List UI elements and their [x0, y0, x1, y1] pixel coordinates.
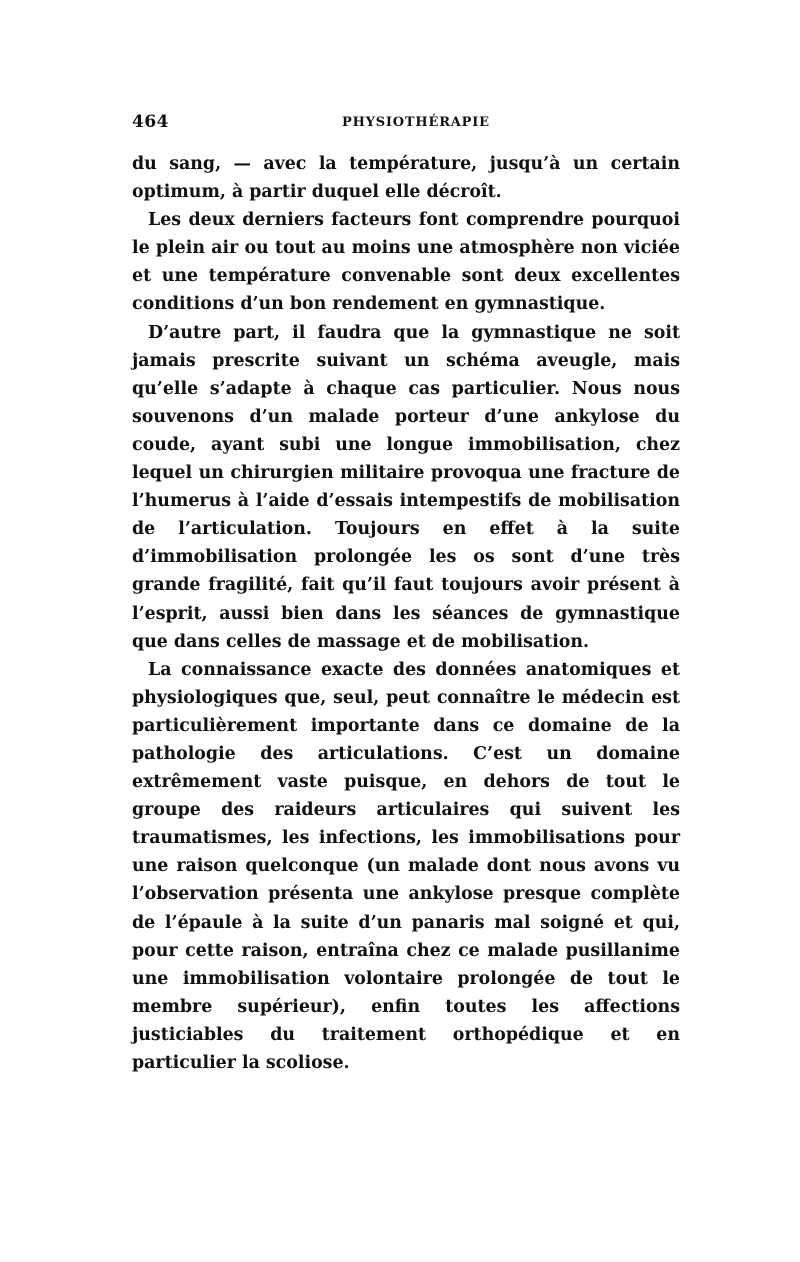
paragraph-connaissance: La connaissance exacte des données anatomiques et physiologiques que, seul, peut connaître le médecin est particulièrement importante dans ce domaine de la pathologie des articulations. C’est un domaine extrêmement vaste puisque, en dehors de tout le groupe des raideurs articulaires qui suivent les traumatismes, les infections, les immobilisations pour une raison quelconque (un malade dont nous avons vu l’observation présenta une ankylose presque complète de l’épaule à la suite d’un panaris mal soigné et qui, pour cette raison, entraîna chez ce malade pusillanime une immobilisation volontaire prolongée de tout le membre supérieur), enfin toutes les affections justiciables du traitement orthopédique et en particulier la scoliose. [132, 659, 680, 1073]
paragraph-schema: D’autre part, il faudra que la gymnastique ne soit jamais prescrite suivant un schéma aveugle, mais qu’elle s’adapte à chaque cas particulier. Nous nous souvenons d’un malade porteur d’une ankylose du coude, ayant subi une longue immobilisation, chez lequel un chirurgien militaire provoqua une fracture de l’humerus à l’aide d’essais intempestifs de mobilisation de l’articulation. Toujours en effet à la suite d’immobilisation prolongée les os sont d’une très grande fragilité, fait qu’il faut toujours avoir présent à l’esprit, aussi bien dans les séances de gymnastique que dans celles de massage et de mobilisation. [132, 322, 680, 652]
page-header [132, 112, 680, 138]
book-page [132, 112, 680, 1077]
body-text [132, 150, 680, 1077]
page-number: 464 [132, 112, 169, 132]
paragraph-facteurs: Les deux derniers facteurs font comprendre pourquoi le plein air ou tout au moins une atmosphère non viciée et une température convenable sont deux excellentes conditions d’un bon rendement en gymnastique. [132, 210, 680, 315]
running-title: PHYSIOTHÉRAPIE [342, 115, 490, 130]
paragraph-continuation: du sang, — avec la température, jusqu’à un certain optimum, à partir duquel elle décroît. [132, 154, 680, 203]
